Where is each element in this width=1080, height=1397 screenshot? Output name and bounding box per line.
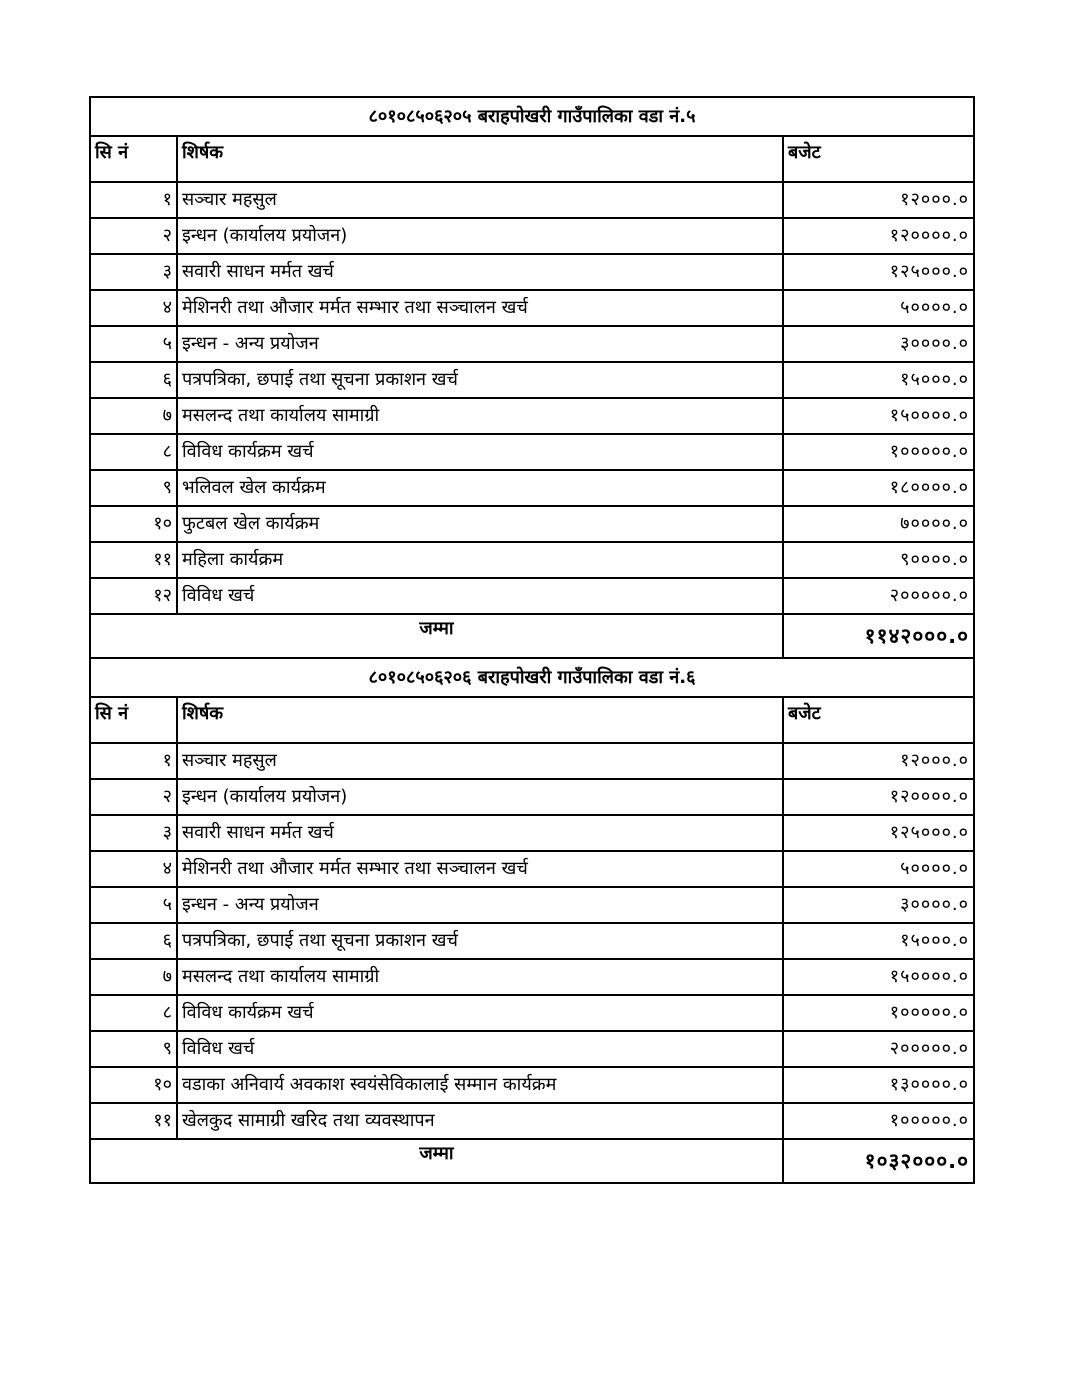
serial-number: ३ — [90, 254, 177, 290]
serial-number: १२ — [90, 578, 177, 614]
serial-number: ११ — [90, 1103, 177, 1139]
table-row — [90, 398, 974, 434]
item-title: इन्धन (कार्यालय प्रयोजन) — [177, 218, 783, 254]
column-header-sn: सि नं — [90, 136, 177, 182]
item-title: सञ्चार महसुल — [177, 743, 783, 779]
item-title: मेशिनरी तथा औजार मर्मत सम्भार तथा सञ्चालन खर्च — [177, 290, 783, 326]
table-row — [90, 1067, 974, 1103]
table-row — [90, 506, 974, 542]
column-header-budget: बजेट — [783, 136, 974, 182]
table-row — [90, 218, 974, 254]
table-row — [90, 743, 974, 779]
item-title: महिला कार्यक्रम — [177, 542, 783, 578]
table-row — [90, 578, 974, 614]
serial-number: २ — [90, 218, 177, 254]
table-row — [90, 923, 974, 959]
section-title: ८०१०८५०६२०६ बराहपोखरी गाउँपालिका वडा नं.६ — [90, 658, 974, 697]
budget-amount: १२५०००.० — [783, 815, 974, 851]
serial-number: १० — [90, 506, 177, 542]
budget-amount: १२५०००.० — [783, 254, 974, 290]
budget-amount: ७००००.० — [783, 506, 974, 542]
serial-number: ११ — [90, 542, 177, 578]
budget-amount: २०००००.० — [783, 1031, 974, 1067]
serial-number: ५ — [90, 887, 177, 923]
serial-number: ९ — [90, 470, 177, 506]
table-row — [90, 362, 974, 398]
item-title: विविध कार्यक्रम खर्च — [177, 434, 783, 470]
budget-amount: १२०००.० — [783, 743, 974, 779]
column-header-row — [90, 697, 974, 743]
section-title-row — [90, 97, 974, 136]
serial-number: ८ — [90, 434, 177, 470]
column-header-sn: सि नं — [90, 697, 177, 743]
serial-number: १० — [90, 1067, 177, 1103]
total-label: जम्मा — [90, 1139, 783, 1183]
column-header-title: शिर्षक — [177, 136, 783, 182]
item-title: विविध खर्च — [177, 578, 783, 614]
section-title: ८०१०८५०६२०५ बराहपोखरी गाउँपालिका वडा नं.५ — [90, 97, 974, 136]
item-title: सवारी साधन मर्मत खर्च — [177, 815, 783, 851]
table-row — [90, 434, 974, 470]
budget-amount: ९००००.० — [783, 542, 974, 578]
budget-amount: १३००००.० — [783, 1067, 974, 1103]
item-title: फुटबल खेल कार्यक्रम — [177, 506, 783, 542]
serial-number: ८ — [90, 995, 177, 1031]
item-title: भलिवल खेल कार्यक्रम — [177, 470, 783, 506]
table-row — [90, 815, 974, 851]
table-row — [90, 542, 974, 578]
budget-amount: ५००००.० — [783, 290, 974, 326]
budget-amount: १२००००.० — [783, 218, 974, 254]
serial-number: ७ — [90, 398, 177, 434]
table-row — [90, 779, 974, 815]
budget-table-body — [90, 97, 974, 1183]
item-title: वडाका अनिवार्य अवकाश स्वयंसेविकालाई सम्मान कार्यक्रम — [177, 1067, 783, 1103]
serial-number: १ — [90, 182, 177, 218]
total-row — [90, 614, 974, 658]
budget-amount: ५००००.० — [783, 851, 974, 887]
table-row — [90, 470, 974, 506]
budget-amount: ३००००.० — [783, 326, 974, 362]
serial-number: ६ — [90, 362, 177, 398]
serial-number: ५ — [90, 326, 177, 362]
budget-amount: २०००००.० — [783, 578, 974, 614]
item-title: मेशिनरी तथा औजार मर्मत सम्भार तथा सञ्चालन खर्च — [177, 851, 783, 887]
section-title-row — [90, 658, 974, 697]
item-title: खेलकुद सामाग्री खरिद तथा व्यवस्थापन — [177, 1103, 783, 1139]
serial-number: १ — [90, 743, 177, 779]
table-row — [90, 254, 974, 290]
serial-number: २ — [90, 779, 177, 815]
budget-table — [89, 96, 975, 1184]
total-row — [90, 1139, 974, 1183]
item-title: विविध कार्यक्रम खर्च — [177, 995, 783, 1031]
item-title: पत्रपत्रिका, छपाई तथा सूचना प्रकाशन खर्च — [177, 923, 783, 959]
column-header-budget: बजेट — [783, 697, 974, 743]
serial-number: ४ — [90, 290, 177, 326]
table-row — [90, 290, 974, 326]
column-header-title: शिर्षक — [177, 697, 783, 743]
table-row — [90, 182, 974, 218]
serial-number: ६ — [90, 923, 177, 959]
table-row — [90, 887, 974, 923]
budget-amount: १२००००.० — [783, 779, 974, 815]
column-header-row — [90, 136, 974, 182]
serial-number: ४ — [90, 851, 177, 887]
serial-number: ९ — [90, 1031, 177, 1067]
total-amount: ११४२०००.० — [783, 614, 974, 658]
budget-amount: १०००००.० — [783, 1103, 974, 1139]
budget-amount: १०००००.० — [783, 434, 974, 470]
budget-amount: ३००००.० — [783, 887, 974, 923]
serial-number: ७ — [90, 959, 177, 995]
item-title: पत्रपत्रिका, छपाई तथा सूचना प्रकाशन खर्च — [177, 362, 783, 398]
table-row — [90, 326, 974, 362]
item-title: विविध खर्च — [177, 1031, 783, 1067]
budget-amount: १८००००.० — [783, 470, 974, 506]
serial-number: ३ — [90, 815, 177, 851]
item-title: सवारी साधन मर्मत खर्च — [177, 254, 783, 290]
budget-amount: १५०००.० — [783, 923, 974, 959]
budget-amount: १५००००.० — [783, 398, 974, 434]
budget-amount: १५०००.० — [783, 362, 974, 398]
item-title: मसलन्द तथा कार्यालय सामाग्री — [177, 398, 783, 434]
item-title: सञ्चार महसुल — [177, 182, 783, 218]
budget-amount: १०००००.० — [783, 995, 974, 1031]
total-amount: १०३२०००.० — [783, 1139, 974, 1183]
table-row — [90, 995, 974, 1031]
table-row — [90, 1031, 974, 1067]
total-label: जम्मा — [90, 614, 783, 658]
budget-amount: १५००००.० — [783, 959, 974, 995]
item-title: इन्धन - अन्य प्रयोजन — [177, 887, 783, 923]
item-title: मसलन्द तथा कार्यालय सामाग्री — [177, 959, 783, 995]
item-title: इन्धन - अन्य प्रयोजन — [177, 326, 783, 362]
table-row — [90, 851, 974, 887]
budget-amount: १२०००.० — [783, 182, 974, 218]
item-title: इन्धन (कार्यालय प्रयोजन) — [177, 779, 783, 815]
table-row — [90, 959, 974, 995]
table-row — [90, 1103, 974, 1139]
